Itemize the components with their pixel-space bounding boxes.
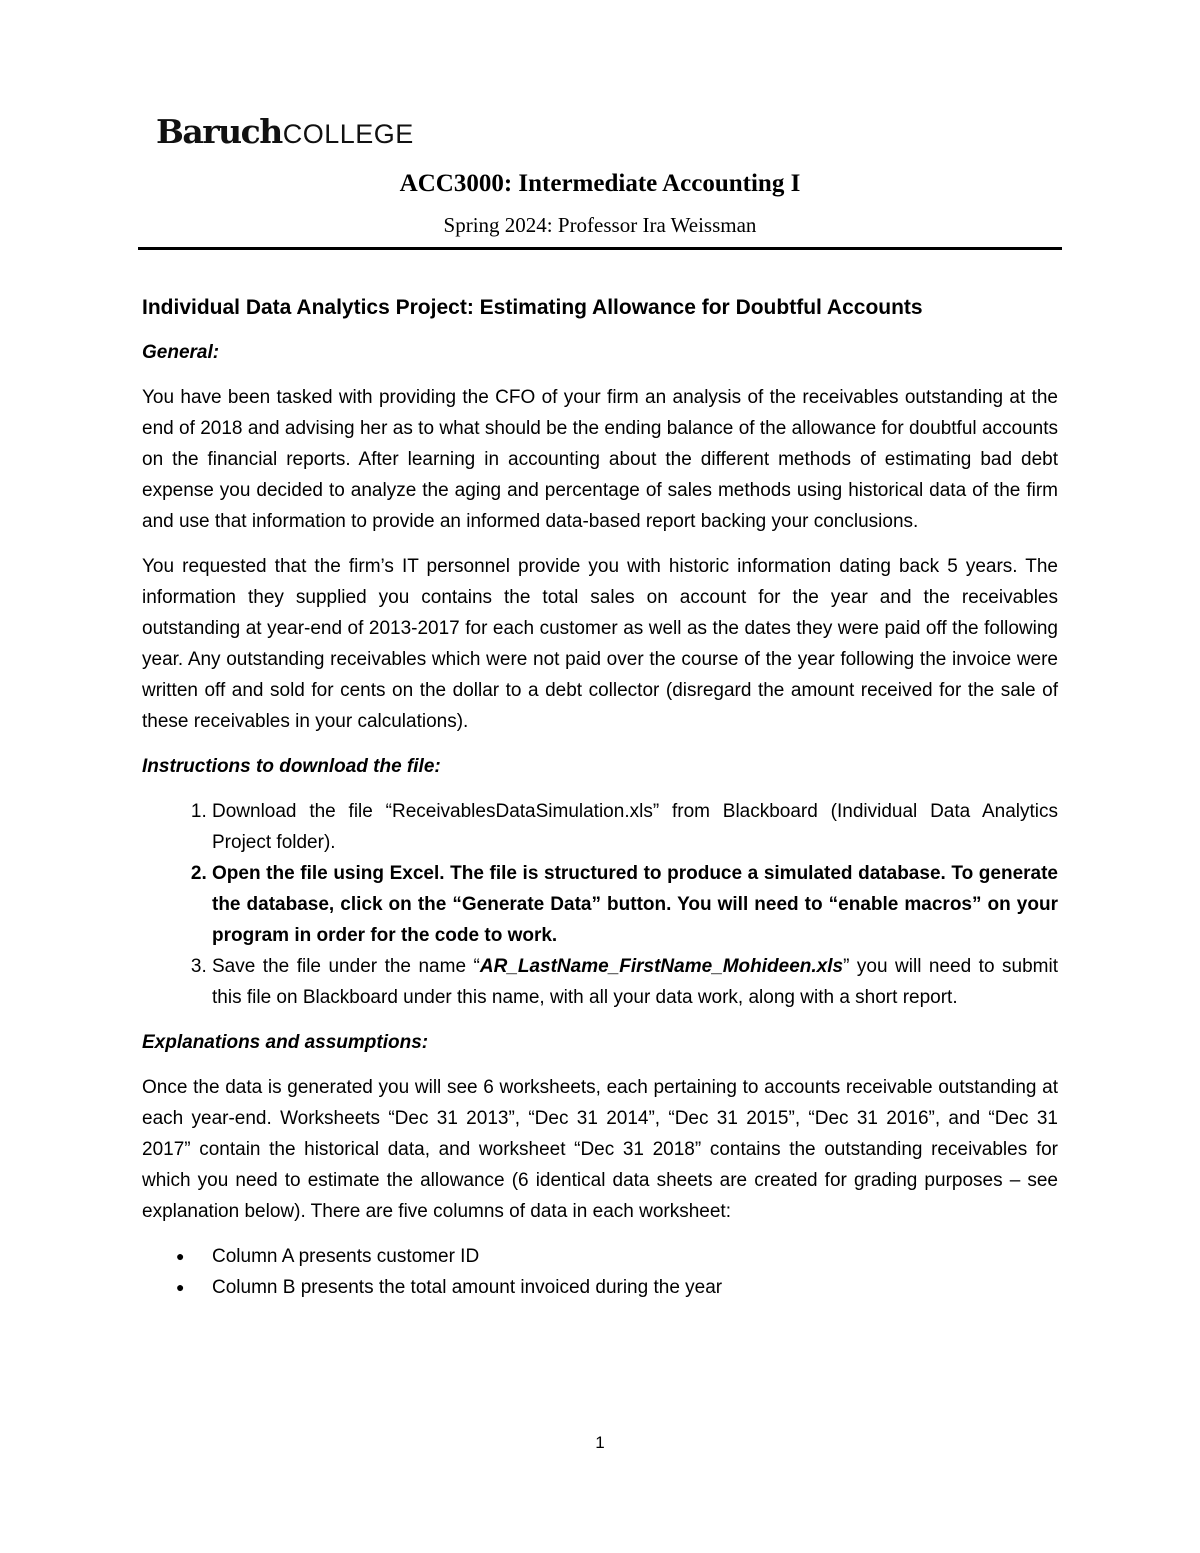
- column-bullet-list: [142, 1241, 1058, 1303]
- page-number: 1: [595, 1433, 605, 1452]
- instructions-label: Instructions to download the file:: [142, 756, 441, 777]
- instructions-list: [142, 796, 1058, 1013]
- header-divider: [138, 247, 1062, 250]
- instruction-step-3: [212, 951, 1058, 1013]
- step-1-text: Download the file “ReceivablesDataSimulation.xls” from Blackboard (Individual Data Analytics Project folder).: [212, 801, 1058, 853]
- step-2-text: Open the file using Excel. The file is structured to produce a simulated database. To generate the database, click on the “Generate Data” button.: [212, 863, 1058, 915]
- logo-wordmark-light: COLLEGE: [282, 119, 414, 149]
- bullet-item: ● Column B presents the total amount invoiced during the year: [212, 1272, 1058, 1303]
- instruction-step-1: [212, 796, 1058, 858]
- step-3-text-pre: Save the file under the name “: [212, 956, 480, 977]
- instruction-step-2: [212, 858, 1058, 951]
- general-paragraph-2: You requested that the firm’s IT personnel provide you with historic information dating back 5 years. The information they supplied you contains the total sales on account for the year and the receivables outstanding at year-end of 2013-2017 for each customer as well as the dates they were paid off the following year. Any outstanding receivables which were not paid over the course of the year following the invoice were written off and sold for cents on the dollar to a debt collector (disregard the amount received for the sale of these receivables in your calculations).: [142, 556, 1058, 732]
- step-3-text-post: ” you will need to submit this file on Blackboard under this name, with all your data work, along with a short report.: [212, 956, 1058, 1008]
- general-paragraph-1: You have been tasked with providing the CFO of your firm an analysis of the receivables outstanding at the end of 2018 and advising her as to what should be the ending balance of the allowance for doubtful accounts on the financial reports. After learning in accounting about the different methods of estimating bad debt expense you decided to analyze the aging and percentage of sales methods using historical data of the firm and use that information to provide an informed data-based report backing your conclusions.: [142, 387, 1058, 532]
- general-label: General:: [142, 342, 220, 363]
- baruch-college-logo: [156, 112, 414, 152]
- bullet-item: ● Column A presents customer ID: [212, 1241, 1058, 1272]
- project-heading: Individual Data Analytics Project: Estimating Allowance for Doubtful Accounts: [142, 296, 923, 319]
- logo-wordmark-bold: Baruch: [156, 112, 282, 151]
- step-3-filename: AR_LastName_FirstName_Mohideen.xls: [479, 956, 844, 977]
- step-2-macro-note: You will need to “enable macros” on your program in order for the code to work.: [212, 894, 1058, 946]
- course-title: ACC3000: Intermediate Accounting I: [399, 170, 801, 197]
- document-body: [142, 292, 1058, 1303]
- course-subtitle: Spring 2024: Professor Ira Weissman: [443, 213, 757, 237]
- explanations-paragraph: Once the data is generated you will see 6 worksheets, each pertaining to accounts receivable outstanding at each year-end. Worksheets “Dec 31 2013”, “Dec 31 2014”, “Dec 31 2015”, “Dec 31 2016”, and “Dec 31 2017” contain the historical data, and worksheet “Dec 31 2018” contains the outstanding receivables for which you need to estimate the allowance (6 identical data sheets are created for grading purposes – see explanation below). There are five columns of data in each worksheet:: [142, 1077, 1058, 1222]
- explanations-label: Explanations and assumptions:: [142, 1032, 429, 1053]
